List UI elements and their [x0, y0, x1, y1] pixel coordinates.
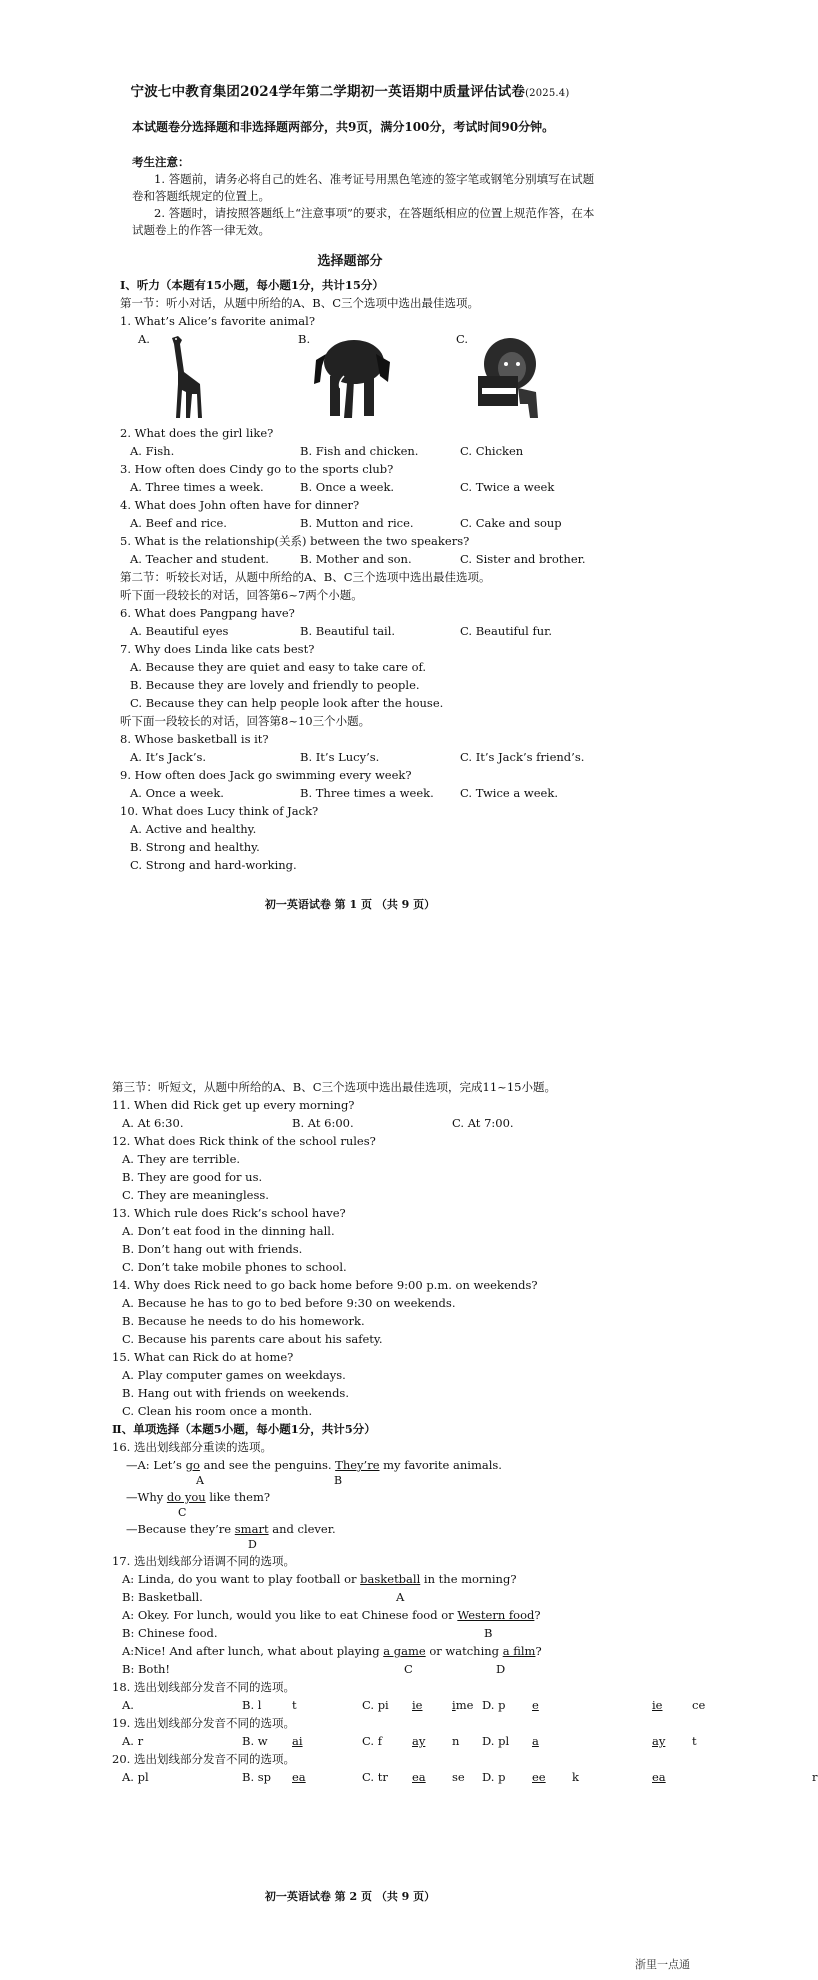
underlined-d: a film — [502, 1644, 536, 1658]
option: B. They are good for us. — [122, 1170, 263, 1184]
underlined-c: do you — [166, 1490, 206, 1504]
underlined: ea — [652, 1770, 666, 1784]
option: C. Strong and hard-working. — [130, 858, 297, 872]
q16-marks-3 — [112, 1538, 652, 1552]
part1-title: Ⅰ、听力（本题有15小题，每小题1分，共计15分） — [120, 278, 384, 292]
q16-line-3 — [112, 1520, 652, 1538]
option: A. Teacher and student. — [130, 552, 269, 566]
text: n — [452, 1734, 460, 1748]
page-footer: 初一英语试卷 第 1 页 （共 9 页） — [264, 898, 436, 911]
question-19-options — [112, 1732, 697, 1750]
text: ? — [535, 1644, 542, 1658]
page-footer: 初一英语试卷 第 2 页 （共 9 页） — [264, 1890, 436, 1903]
underlined: ie — [412, 1698, 423, 1712]
option: A. Once a week. — [130, 786, 224, 800]
mark-a: A — [396, 1590, 405, 1604]
sec2-sub-instruction-2: 听下面一段较长的对话，回答第8~10三个小题。 — [120, 714, 371, 728]
question-4: 4. What does John often have for dinner? — [120, 498, 360, 512]
text: A:Nice! And after lunch, what about playing — [122, 1644, 384, 1658]
underlined-c: a game — [383, 1644, 426, 1658]
option-d — [482, 1696, 812, 1714]
question-17: 17. 选出划线部分语调不同的选项。 — [112, 1554, 295, 1568]
option-d — [482, 1732, 812, 1750]
text: —Why — [126, 1490, 167, 1504]
sec2-sub-instruction: 听下面一段较长的对话，回答第6~7两个小题。 — [120, 588, 363, 602]
option: C. Twice a week. — [460, 786, 558, 800]
option-d — [482, 1768, 818, 1786]
option: A. Active and healthy. — [130, 822, 257, 836]
text: D. pl — [482, 1734, 510, 1748]
text: C. pi — [362, 1698, 389, 1712]
option: A. It’s Jack’s. — [130, 750, 207, 764]
text: B: Both! — [122, 1662, 171, 1676]
underlined: ay — [652, 1734, 666, 1748]
question-11-options — [112, 1114, 652, 1132]
underlined: i — [452, 1698, 456, 1712]
text: B. sp — [242, 1770, 272, 1784]
option: B. Once a week. — [300, 480, 395, 494]
option: C. It’s Jack’s friend’s. — [460, 750, 585, 764]
option: C. Cake and soup — [460, 516, 562, 530]
option: A. They are terrible. — [122, 1152, 241, 1166]
question-8-options — [120, 748, 610, 766]
text: C. f — [362, 1734, 382, 1748]
question-3: 3. How often does Cindy go to the sports club? — [120, 462, 394, 476]
option: C. Because they can help people look after the house. — [130, 696, 444, 710]
text: my favorite animals. — [379, 1458, 502, 1472]
q17-line-3 — [112, 1606, 652, 1624]
title-date: (2025.4) — [525, 88, 570, 99]
q17-line-5 — [112, 1642, 652, 1660]
sec3-instruction: 第三节：听短文，从题中所给的A、B、C三个选项中选出最佳选项，完成11~15小题。 — [112, 1080, 556, 1094]
elephant-icon — [308, 332, 398, 420]
underlined: ee — [532, 1770, 546, 1784]
text: B: Basketball. — [122, 1590, 203, 1604]
option: A. Three times a week. — [130, 480, 264, 494]
option: C. Clean his room once a month. — [122, 1404, 313, 1418]
option: A. Because they are quiet and easy to take care of. — [130, 660, 427, 674]
text: D. p — [482, 1770, 506, 1784]
text: se — [452, 1770, 465, 1784]
question-8: 8. Whose basketball is it? — [120, 732, 269, 746]
q16-line-1 — [112, 1456, 652, 1474]
notice-head: 考生注意： — [132, 155, 190, 169]
text: t — [292, 1698, 297, 1712]
question-1-pictures — [120, 330, 610, 424]
question-1: 1. What’s Alice’s favorite animal? — [120, 314, 316, 328]
option: A. Because he has to go to bed before 9:30 on weekends. — [122, 1296, 456, 1310]
question-2: 2. What does the girl like? — [120, 426, 274, 440]
listening-section — [120, 276, 610, 874]
text: B. w — [242, 1734, 268, 1748]
option: C. Because his parents care about his safety. — [122, 1332, 383, 1346]
question-4-options — [120, 514, 610, 532]
sec2-instruction: 第二节：听较长对话，从题中所给的A、B、C三个选项中选出最佳选项。 — [120, 570, 491, 584]
notice-block — [132, 154, 602, 239]
notice-item-1: 1. 答题前，请务必将自己的姓名、准考证号用黑色笔迹的签字笔或钢笔分别填写在试题卷和答题纸规定的位置上。 — [132, 172, 595, 203]
section-title: 选择题部分 — [317, 254, 383, 269]
mark-b: B — [334, 1474, 343, 1487]
option: C. At 7:00. — [452, 1116, 514, 1130]
question-15: 15. What can Rick do at home? — [112, 1350, 294, 1364]
question-5-options — [120, 550, 610, 568]
underlined: ie — [652, 1698, 663, 1712]
option: B. Because they are lovely and friendly to people. — [130, 678, 420, 692]
notice-item-2: 2. 答题时，请按照答题纸上“注意事项”的要求，在答题纸相应的位置上规范作答，在本试题卷上的作答一律无效。 — [132, 206, 595, 237]
q16-marks-1 — [112, 1474, 652, 1488]
underlined: ay — [412, 1734, 426, 1748]
option: A. Beef and rice. — [130, 516, 227, 530]
question-6: 6. What does Pangpang have? — [120, 606, 295, 620]
text: A. pl — [122, 1770, 149, 1784]
q17-line-4 — [112, 1624, 652, 1642]
text: in the morning? — [420, 1572, 517, 1586]
part2-title: Ⅱ、单项选择（本题5小题，每小题1分，共计5分） — [112, 1422, 376, 1436]
option: A. At 6:30. — [122, 1116, 184, 1130]
question-9: 9. How often does Jack go swimming every week? — [120, 768, 412, 782]
option: A. Don’t eat food in the dinning hall. — [122, 1224, 335, 1238]
option: A. Play computer games on weekdays. — [122, 1368, 346, 1382]
option: B. Don’t hang out with friends. — [122, 1242, 303, 1256]
option: C. Don’t take mobile phones to school. — [122, 1260, 347, 1274]
option-c-label: C. — [456, 332, 469, 346]
option: B. Fish and chicken. — [300, 444, 419, 458]
text: like them? — [205, 1490, 271, 1504]
option: A. Fish. — [130, 444, 175, 458]
text: ce — [692, 1698, 706, 1712]
option: B. Beautiful tail. — [300, 624, 396, 638]
text: ? — [534, 1608, 541, 1622]
title-text: 宁波七中教育集团2024学年第二学期初一英语期中质量评估试卷 — [130, 84, 526, 100]
question-3-options — [120, 478, 610, 496]
underlined-a: go — [185, 1458, 200, 1472]
q16-marks-2 — [112, 1506, 652, 1520]
intro-text: 本试题卷分选择题和非选择题两部分，共9页，满分100分，考试时间90分钟。 — [132, 120, 555, 134]
option-b-label: B. — [298, 332, 311, 346]
sec1-instruction: 第一节：听小对话，从题中所给的A、B、C三个选项中选出最佳选项。 — [120, 296, 480, 310]
page-title — [0, 80, 700, 100]
q17-line-2 — [112, 1588, 652, 1606]
lion-icon — [472, 332, 542, 422]
text: and clever. — [268, 1522, 336, 1536]
underlined-b: They’re — [335, 1458, 380, 1472]
question-9-options — [120, 784, 610, 802]
option: B. Because he needs to do his homework. — [122, 1314, 365, 1328]
text: A. — [122, 1698, 134, 1712]
question-20: 20. 选出划线部分发音不同的选项。 — [112, 1752, 295, 1766]
text: C. tr — [362, 1770, 388, 1784]
question-18-options — [112, 1696, 706, 1714]
option: B. Mother and son. — [300, 552, 412, 566]
text: —Because they’re — [126, 1522, 235, 1536]
question-12: 12. What does Rick think of the school rules? — [112, 1134, 376, 1148]
option-a-label: A. — [138, 332, 150, 346]
text: A. r — [122, 1734, 144, 1748]
underlined: ea — [412, 1770, 426, 1784]
question-5: 5. What is the relationship(关系) between the two speakers? — [120, 534, 470, 548]
option: B. Three times a week. — [300, 786, 434, 800]
underlined-a: basketball — [360, 1572, 421, 1586]
question-19: 19. 选出划线部分发音不同的选项。 — [112, 1716, 295, 1730]
text: A: Linda, do you want to play football or — [122, 1572, 361, 1586]
giraffe-icon — [156, 332, 216, 424]
text: B: Chinese food. — [122, 1626, 218, 1640]
text: —A: Let’s — [126, 1458, 186, 1472]
mark-d: D — [248, 1538, 257, 1551]
question-7: 7. Why does Linda like cats best? — [120, 642, 315, 656]
question-14: 14. Why does Rick need to go back home before 9:00 p.m. on weekends? — [112, 1278, 538, 1292]
option: B. Hang out with friends on weekends. — [122, 1386, 349, 1400]
mark-b: B — [484, 1626, 493, 1640]
mark-a: A — [196, 1474, 204, 1487]
exam-page-1 — [0, 0, 700, 960]
question-10: 10. What does Lucy think of Jack? — [120, 804, 319, 818]
listening-section-3 — [112, 1078, 818, 1786]
text: k — [572, 1770, 579, 1784]
exam-page-2 — [0, 1040, 818, 1980]
text: or watching — [425, 1644, 503, 1658]
option: C. Twice a week — [460, 480, 555, 494]
question-20-options — [112, 1768, 818, 1786]
underlined-d: smart — [234, 1522, 269, 1536]
question-2-options — [120, 442, 610, 460]
option: C. Chicken — [460, 444, 524, 458]
option: B. It’s Lucy’s. — [300, 750, 380, 764]
question-18: 18. 选出划线部分发音不同的选项。 — [112, 1680, 295, 1694]
option: B. At 6:00. — [292, 1116, 354, 1130]
question-6-options — [120, 622, 610, 640]
question-16: 16. 选出划线部分重读的选项。 — [112, 1440, 272, 1454]
q16-line-2 — [112, 1488, 652, 1506]
mark-c: C — [178, 1506, 187, 1519]
option: C. They are meaningless. — [122, 1188, 269, 1202]
text: B. l — [242, 1698, 262, 1712]
underlined-b: Western food — [457, 1608, 535, 1622]
question-13: 13. Which rule does Rick’s school have? — [112, 1206, 346, 1220]
underlined: a — [532, 1734, 539, 1748]
mark-c: C — [404, 1662, 413, 1676]
text: me — [455, 1698, 474, 1712]
option: C. Sister and brother. — [460, 552, 586, 566]
text: and see the penguins. — [199, 1458, 336, 1472]
underlined: ea — [292, 1770, 306, 1784]
text: D. p — [482, 1698, 506, 1712]
option: A. Beautiful eyes — [130, 624, 229, 638]
underlined: e — [532, 1698, 539, 1712]
q17-line-1 — [112, 1570, 652, 1588]
text: t — [692, 1734, 697, 1748]
q17-line-6 — [112, 1660, 652, 1678]
mark-d: D — [496, 1662, 506, 1676]
watermark: 浙里一点通 — [635, 1958, 690, 1971]
text: r — [812, 1770, 818, 1784]
option: C. Beautiful fur. — [460, 624, 553, 638]
question-11: 11. When did Rick get up every morning? — [112, 1098, 355, 1112]
underlined: ai — [292, 1734, 303, 1748]
option: B. Strong and healthy. — [130, 840, 260, 854]
text: A: Okey. For lunch, would you like to eat Chinese food or — [122, 1608, 458, 1622]
option: B. Mutton and rice. — [300, 516, 414, 530]
